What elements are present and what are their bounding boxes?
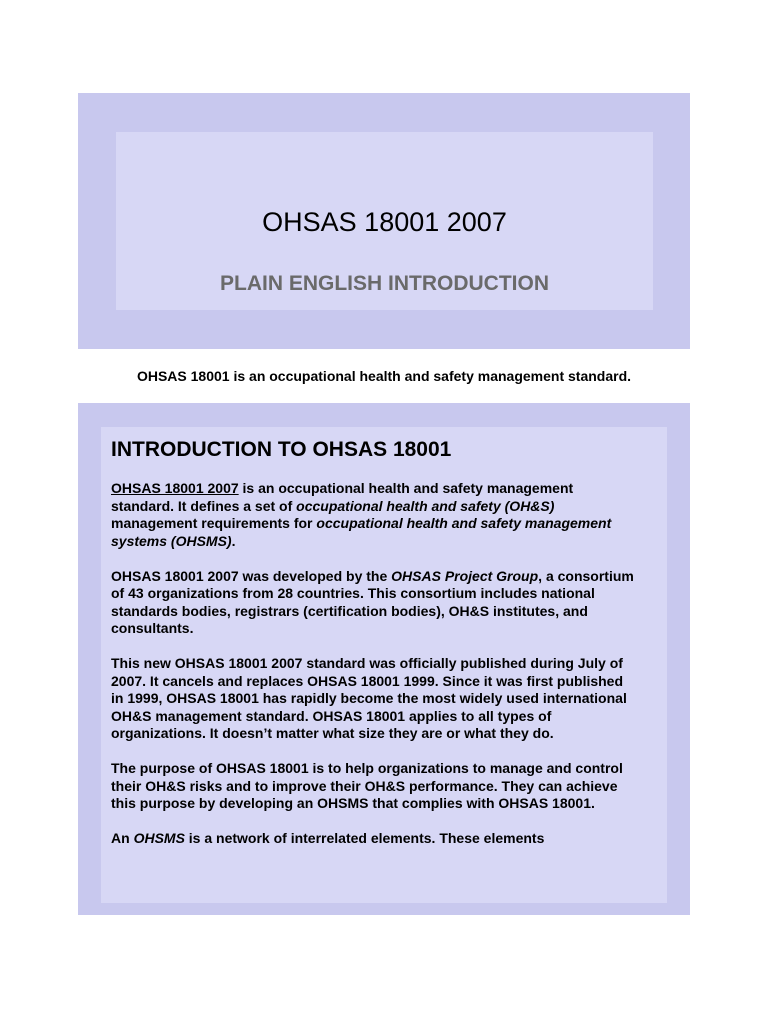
- p5-text-a: An: [111, 830, 134, 846]
- paragraph-1: [111, 480, 636, 550]
- p1-text-c: .: [231, 532, 236, 549]
- content-frame: [78, 403, 690, 915]
- page-subtitle: PLAIN ENGLISH INTRODUCTION: [220, 272, 549, 295]
- p2-emphasis-a: OHSAS Project Group: [391, 567, 539, 584]
- content-box: [101, 427, 667, 903]
- p1-text-a: is an occupational health and safety management standard. It defines a set of: [111, 480, 574, 514]
- p1-emphasis-a: occupational health and safety (OH&S): [296, 497, 555, 514]
- p1-text-b: management requirements for: [111, 515, 317, 531]
- paragraph-5: [111, 830, 636, 848]
- p2-text-a: OHSAS 18001 2007 was developed by the: [111, 567, 392, 584]
- title-box: [116, 132, 653, 310]
- paragraph-4: The purpose of OHSAS 18001 is to help organizations to manage and control their OH&S risks and to improve their OH&S performance. They can achieve this purpose by developing an OHSMS that complies with OHSAS 18001.: [111, 760, 623, 811]
- summary-line: OHSAS 18001 is an occupational health and safety management standard.: [136, 368, 632, 384]
- p5-text-b: is a network of interrelated elements. These elements: [184, 830, 545, 846]
- body-text: [111, 480, 636, 865]
- p5-emphasis-a: OHSMS: [133, 830, 185, 846]
- section-heading: INTRODUCTION TO OHSAS 18001: [111, 438, 452, 461]
- p2-text-b: , a consortium of 43 organizations from 28 countries. This consortium includes national standards bodies, registrars (certification bodies), OH&S institutes, and consultants.: [111, 567, 634, 636]
- p1-emphasis-b: occupational health and safety management systems (OHSMS): [111, 515, 612, 549]
- title-frame: [78, 93, 690, 349]
- paragraph-2: [111, 568, 636, 638]
- paragraph-3: This new OHSAS 18001 2007 standard was officially published during July of 2007. It cancels and replaces OHSAS 18001 1999. Since it was first published in 1999, OHSAS 18001 has rapidly become the most widely used international OH&S management standard. OHSAS 18001 applies to all types of organizations. It doesn’t matter what size they are or what they do.: [111, 655, 627, 741]
- page-title: OHSAS 18001 2007: [262, 207, 507, 237]
- standard-link[interactable]: OHSAS 18001 2007: [111, 480, 239, 496]
